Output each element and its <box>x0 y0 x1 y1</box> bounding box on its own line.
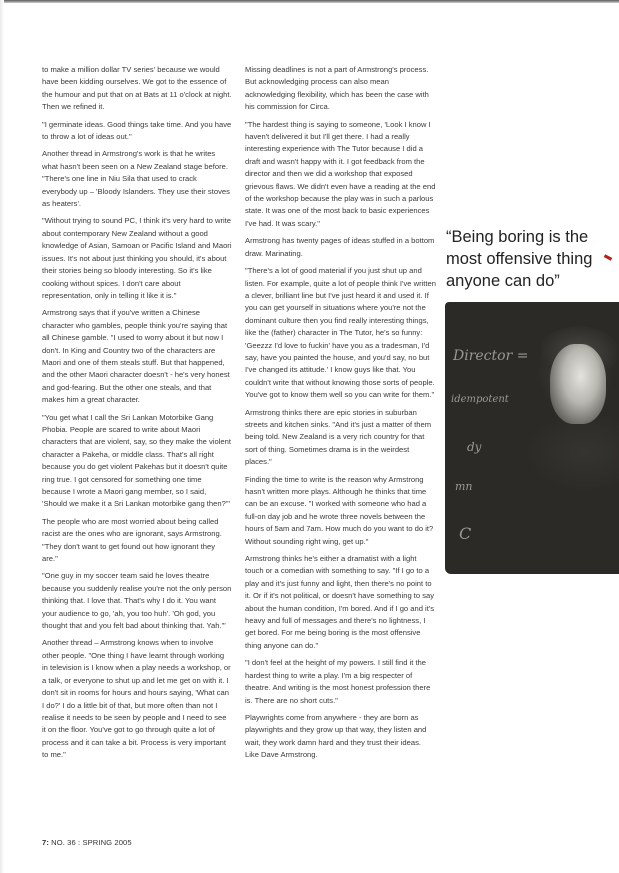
middle-column <box>245 64 437 767</box>
scan-left-shadow <box>0 0 4 873</box>
paragraph: Armstrong thinks there are epic stories in suburban streets and kitchen sinks. "And it's just a matter of them being told. New Zealand is a very rich country for that sort of thing. Sometimes drama is in the weirdest places." <box>245 407 432 467</box>
chalk-text: dy <box>467 440 482 454</box>
pull-quote <box>446 226 618 292</box>
paragraph: Finding the time to write is the reason why Armstrong hasn't written more plays. Although he thinks that time can be an excuse. "I worked with someone who had a full-on day job and he wrote three novels between the hours of 5am and 7am. How much do you want to do it? Without sounding right wing, get up." <box>245 474 434 546</box>
paragraph: Another thread – Armstrong knows when to involve other people. "One thing I have learnt through working in television is I know when a play needs a workshop, or a talk, or everyone to shut up and let me get on with it. I don't sit in rooms for hours and hours saying, 'What can I do?' I do a little bit of that, but more often than not I realise it needs to be seen by people and I need to see it on the floor. You've got to go through quite a lot of process and it can take a bit. Process is very important to me." <box>42 638 231 760</box>
paragraph: "The hardest thing is saying to someone, 'Look I know I haven't delivered it but I'll get there. I had a really interesting experience with The Tutor because I did a draft and wasn't happy with it. I got feedback from the director and then we did a workshop that exposed grievous flaws. We didn't even have a reading at the end of the workshop because the play was in such a parlous state. It was one of the most back to basic experiences I've had. It was scary." <box>245 119 436 228</box>
chalk-text: mn <box>455 480 473 493</box>
red-tick-mark-icon <box>604 254 612 260</box>
paragraph: "There's a lot of good material if you just shut up and listen. For example, quite a lot of people think I've written a clever, brilliant line but I've just heard it and used it. If you can get yourself in situations where you're not the dominant culture then you find really interesting things, like the (father) character in The Tutor, he's so funny: 'Geezzz I'd love to fuckin' have you as a tradesman, I'd say, have you painted the house, and you'd say, no but I've changed its attitude.' I know guys like that. You couldn't write that without knowing those sorts of people. You've got to know them well so you can write for them." <box>245 266 436 400</box>
paragraph: "One guy in my soccer team said he loves theatre because you suddenly realise you're not the only person thinking that. I love that. That's why I do it. You want your audience to go, 'ah, you too huh'. 'Oh god, you thought that and you felt bad about thinking that. Yah.'" <box>42 571 232 631</box>
paragraph: Armstrong has twenty pages of ideas stuffed in a bottom draw. Marinating. <box>245 236 435 258</box>
page-footer <box>42 838 132 847</box>
paragraph: "You get what I call the Sri Lankan Motorbike Gang Phobia. People are scared to write about Maori characters that are violent, say, so they make the violent character a Pakeha, or middle class. That's all right because you do get violent Pakehas but it doesn't quite ring true. I got censored for something one time because I wrote a Maori gang member, so I said, 'Should we make it a Sri Lankan motorbike gang then?'" <box>42 412 231 509</box>
page-number: 7: <box>42 838 49 847</box>
chalk-text: idempotent <box>451 394 509 405</box>
chalk-text: C <box>459 524 472 543</box>
paragraph: Missing deadlines is not a part of Armstrong's process. But acknowledging process can also mean acknowledging flexibility, which has been the case with his commission for Circa. <box>245 65 429 112</box>
portrait-photo <box>445 302 619 574</box>
scan-top-edge <box>0 0 619 3</box>
paragraph: Armstrong says that if you've written a Chinese character who gambles, people think you're saying that all Chinese gamble. "I used to worry about it but now I don't. In King and Country two of the characters are Maori and one of them steals stuff. But that happened, and the other Maori character doesn't - he's very honest and god-fearing. But the other one steals, and that makes him a great character. <box>42 308 230 405</box>
paragraph: to make a million dollar TV series' because we would have been kidding ourselves. We got to the essence of the humour and put that on at Bats at 11 o'clock at night. Then we refined it. <box>42 65 232 112</box>
paragraph: Armstrong thinks he's either a dramatist with a light touch or a comedian with something to say. "If I go to a play and it's just funny and light, then there's no point to it. Or if it's not political, or doesn't have something to say about the human condition, I'm bored. And if I go and it's heavy and full of messages and there's no lightness, I get bored. For me being boring is the most offensive thing anyone can do." <box>245 554 435 650</box>
pull-quote-text: “Being boring is the most offensive thing anyone can do” <box>446 228 593 290</box>
paragraph: The people who are most worried about being called racist are the ones who are ignorant, says Armstrong. "They don't want to get found out how ignorant they are." <box>42 516 222 564</box>
paragraph: Playwrights come from anywhere - they are born as playwrights and they grow up that way, they listen and wait, they work damn hard and they trust their ideas. Like Dave Armstrong. <box>245 712 427 760</box>
paragraph: "I germinate ideas. Good things take time. And you have to throw a lot of ideas out." <box>42 119 232 142</box>
chalk-text: Director = <box>453 348 529 364</box>
left-column <box>42 64 232 767</box>
paragraph: "Without trying to sound PC, I think it's very hard to write about contemporary New Zealand without a good knowledge of Asian, Samoan or Pacific Island and Maori issues. It's not about just thinking you should, it's about their stories being so bloody interesting. So it's like cooking without spices. I don't care about representation, only in telling it like it is." <box>42 216 232 300</box>
paragraph: "I don't feel at the height of my powers. I still find it the hardest thing to write a play. I'm a big respecter of theatre. And writing is the most honest profession there is. There are no short cuts." <box>245 658 431 705</box>
photo-face <box>550 344 606 424</box>
issue-label: NO. 36 : SPRING 2005 <box>51 838 132 847</box>
paragraph: Another thread in Armstrong's work is that he writes what hasn't been seen on a New Zealand stage before. "There's one line in Niu Sila that used to crack everybody up – 'Bloody Islanders. They use their stoves as heaters'. <box>42 149 230 209</box>
